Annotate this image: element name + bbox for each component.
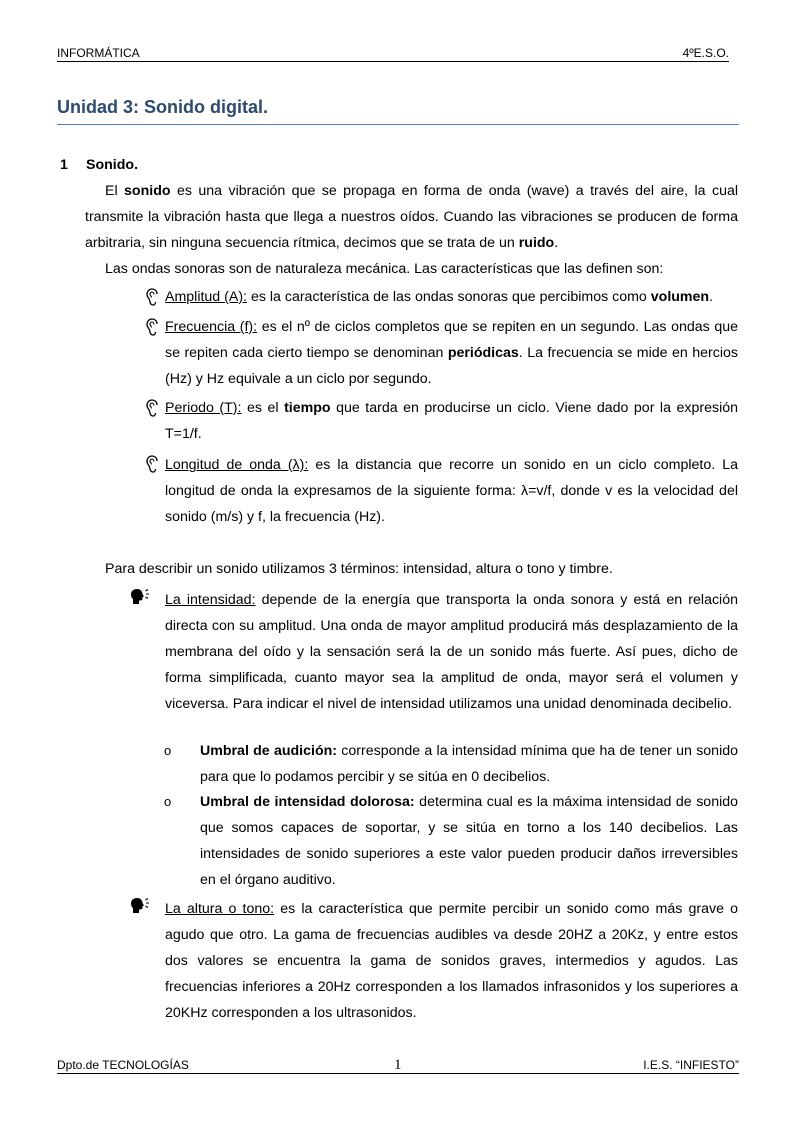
page-footer bbox=[57, 1056, 739, 1074]
section-title: Sonido. bbox=[86, 157, 139, 173]
section-number: 1 bbox=[60, 157, 68, 173]
speaking-head-icon bbox=[130, 588, 150, 606]
section-heading bbox=[60, 156, 138, 174]
ear-icon bbox=[145, 399, 161, 417]
threshold-hearing: Umbral de audición: corresponde a la intensidad mínima que ha de tener un sonido para que lo podamos percibir y se sitúa en 0 decibelios. bbox=[200, 743, 739, 785]
header-course: 4ºE.S.O. bbox=[682, 46, 729, 60]
threshold-pain: Umbral de intensidad dolorosa: determina cual es la máxima intensidad de sonido que somos capaces de soportar, y se sitúa en torno a los 140 decibelios. Las intensidades de sonido superiores a este valor pueden producir daños irreversibles en el órgano auditivo. bbox=[200, 794, 739, 888]
ear-icon bbox=[145, 455, 161, 473]
pitch-description: La altura o tono: es la característica que permite percibir un sonido como más grave o agudo que otro. La gama de frecuencias audibles va desde 20HZ a 20Kz, y entre estos dos valores se encuentra la gama de sonidos graves, intermedios y agudos. Las frecuencias inferiores a 20Hz corresponden a los llamados infrasonidos y los superiores a 20KHz corresponden a los ultrasonidos. bbox=[165, 901, 738, 1021]
intensity-description: La intensidad: depende de la energía que transporta la onda sonora y está en relación directa con su amplitud. Una onda de mayor amplitud producirá más desplazamiento de la membrana del oído y la sensación será la de un sonido más fuerte. Así pues, dicho de forma simplificada, cuanto mayor sea la amplitud de onda, mayor será el volumen y viceversa. Para indicar el nivel de intensidad utilizamos una unidad denominada decibelio. bbox=[165, 592, 738, 712]
characteristic-amplitude: Amplitud (A): es la característica de las ondas sonoras que percibimos como volumen. bbox=[165, 289, 714, 305]
characteristic-frequency: Frecuencia (f): es el nº de ciclos completos que se repiten en un segundo. Las ondas que se repiten cada cierto tiempo se denominan periódicas. La frecuencia se mide en hercios (Hz) y Hz equivale a un ciclo por segundo. bbox=[165, 319, 738, 387]
page-number: 1 bbox=[394, 1057, 402, 1073]
ear-icon bbox=[145, 288, 161, 306]
threshold-bullet: o bbox=[164, 743, 172, 758]
threshold-bullet: o bbox=[164, 794, 172, 809]
ear-icon bbox=[145, 318, 161, 336]
speaking-head-icon bbox=[130, 897, 150, 915]
footer-school: I.E.S. “INFIESTO” bbox=[643, 1058, 739, 1072]
footer-department: Dpto.de TECNOLOGÍAS bbox=[57, 1058, 189, 1072]
characteristics-intro: Las ondas sonoras son de naturaleza mecánica. Las características que las definen son: bbox=[105, 261, 664, 277]
terms-intro: Para describir un sonido utilizamos 3 términos: intensidad, altura o tono y timbre. bbox=[105, 561, 613, 577]
unit-title: Unidad 3: Sonido digital. bbox=[57, 96, 739, 125]
characteristic-period: Periodo (T): es el tiempo que tarda en producirse un ciclo. Viene dado por la expresión T=1/f. bbox=[165, 400, 739, 442]
header-subject: INFORMÁTICA bbox=[57, 46, 140, 60]
intro-paragraph: El sonido es una vibración que se propaga en forma de onda (wave) a través del aire, la cual transmite la vibración hasta que llega a nuestros oídos. Cuando las vibraciones se producen de forma arbitraria, sin ninguna secuencia rítmica, decimos que se trata de un ruido. bbox=[85, 183, 739, 251]
characteristic-wavelength: Longitud de onda (λ): es la distancia que recorre un sonido en un ciclo completo. La longitud de onda la expresamos de la siguiente forma: λ=v/f, donde v es la velocidad del sonido (m/s) y f, la frecuencia (Hz). bbox=[165, 457, 738, 525]
page-header bbox=[57, 46, 729, 62]
